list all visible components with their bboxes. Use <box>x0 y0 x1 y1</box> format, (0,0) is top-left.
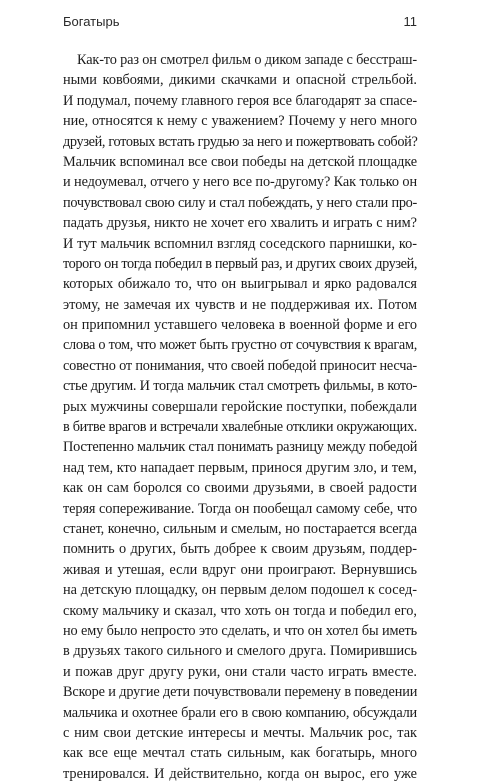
running-header <box>63 14 417 32</box>
text-line: тренировался. И действительно, когда он вырос, его уже <box>63 765 417 782</box>
book-title: Богатырь <box>63 14 120 29</box>
text-line: живая и утешая, если вдруг они проиграют. Вернувшись <box>63 561 417 578</box>
text-line: слова о том, что может быть грустно от сочувствия к врагам, <box>63 337 417 354</box>
text-line: над тем, кто нападает первым, принося другим зло, и тем, <box>63 459 417 476</box>
text-line: в друзьях такого сильного и смелого друга. Помирившись <box>63 643 417 660</box>
text-line: падать друзья, никто не хочет его хвалить и играть с ним? <box>63 215 417 232</box>
page-number: 11 <box>403 14 417 29</box>
text-line: ние, относятся к нему с уважением? Почему у него много <box>63 113 417 130</box>
text-line: теряя сопереживание. Тогда он пообещал самому себе, что <box>63 500 417 517</box>
text-line: И подумал, почему главного героя все благодарят за спасе- <box>63 92 417 109</box>
text-line: друзей, готовых встать грудью за него и пожертвовать собой? <box>63 133 418 150</box>
text-line: И тут мальчик вспомнил взгляд соседского парнишки, ко- <box>63 235 417 252</box>
text-line: и недоумевал, отчего у него все по-другому? Как только он <box>63 174 417 191</box>
text-line: мальчика и охотнее брали его в свою компанию, обсуждали <box>63 704 417 721</box>
text-line: ными ковбоями, дикими скачками и опасной стрельбой. <box>63 72 417 89</box>
text-line: но ему было непросто это сделать, и что он хотел бы иметь <box>63 622 417 639</box>
text-line: и пожав друг другу руки, они стали часто играть вместе. <box>63 663 417 680</box>
body-text <box>63 50 417 784</box>
text-line: станет, конечно, сильным и смелым, но постарается всегда <box>63 520 417 537</box>
text-line: помнить о других, быть добрее к своим друзьям, поддер- <box>63 541 417 558</box>
text-line: совестно от понимания, что своей победой приносит несча- <box>63 357 417 374</box>
text-line: с ним свои детские интересы и мечты. Мальчик рос, так <box>63 724 417 741</box>
text-line: стье другим. И тогда мальчик стал смотреть фильмы, в кото- <box>63 378 417 395</box>
text-line: Мальчик вспоминал все свои победы на детской площадке <box>63 153 417 170</box>
text-line: как все еще мечтал стать сильным, как богатырь, много <box>63 745 417 762</box>
text-line: на детскую площадку, он первым делом подошел к сосед- <box>63 582 417 599</box>
text-line: он припомнил уставшего человека в военной форме и его <box>63 317 417 334</box>
text-line: рых мужчины совершали геройские поступки, побеждали <box>63 398 417 415</box>
text-line: этому, не замечая их чувств и не поддерживая их. Потом <box>63 296 417 313</box>
text-line: как он сам боролся со своими друзьями, в своей радости <box>63 480 417 497</box>
text-line: которых обижало то, что он выигрывал и ярко радовался <box>63 276 417 293</box>
text-line: Вскоре и другие дети почувствовали перемену в поведении <box>63 684 418 701</box>
text-line: скому мальчику и сказал, что хоть он тогда и победил его, <box>63 602 417 619</box>
text-line: Постепенно мальчик стал понимать разницу между победой <box>63 439 418 456</box>
text-line: в битве врагов и встречали хвалебные отклики окружающих. <box>63 419 417 436</box>
text-line: Как-то раз он смотрел фильм о диком западе с бесстраш- <box>77 52 417 68</box>
text-line: почувствовал свою силу и стал побеждать, у него стали про- <box>63 194 417 211</box>
text-line: торого он тогда победил в первый раз, и других своих друзей, <box>63 255 417 272</box>
